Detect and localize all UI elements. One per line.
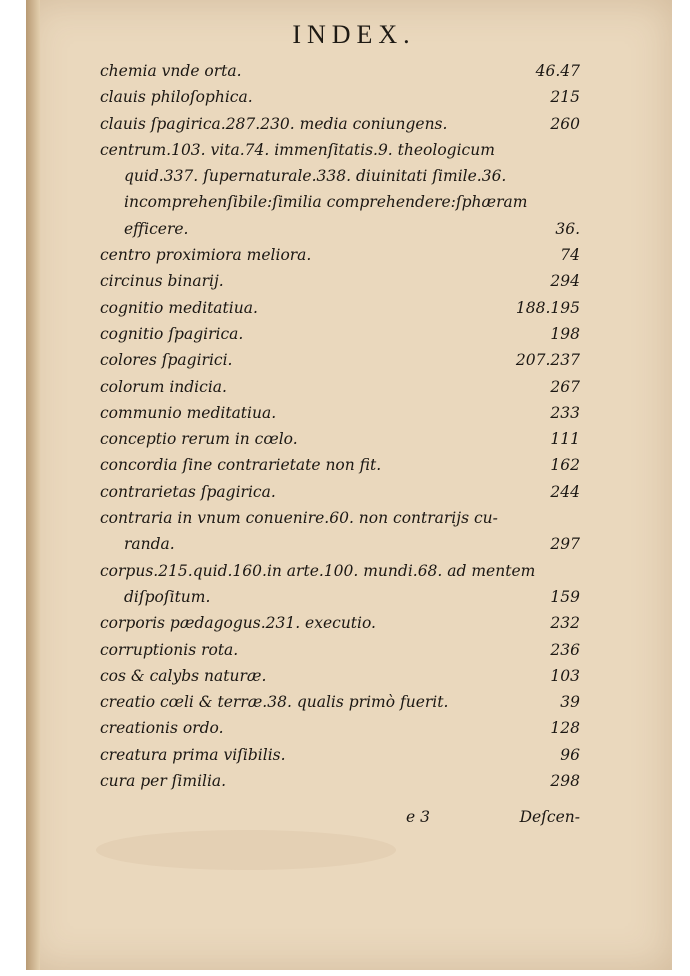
page-binding-shadow (26, 0, 40, 970)
index-entry (100, 586, 580, 612)
entry-page: 267 (550, 377, 580, 396)
entry-text: creatio cœli & terræ.38. qualis primò fuerit. (100, 693, 449, 712)
entry-text: colores ſpagirici. (100, 351, 233, 370)
index-entry (100, 349, 580, 375)
entry-page: 96 (560, 745, 580, 764)
entry-text: cognitio ſpagirica. (100, 324, 244, 343)
signature-mark: e 3 (406, 808, 430, 826)
entry-page: 232 (550, 614, 580, 633)
index-entry (100, 665, 580, 691)
entry-page: 236 (550, 640, 580, 659)
entry-page: 46.47 (535, 62, 580, 80)
index-entries (100, 60, 580, 796)
index-entry (100, 165, 580, 191)
entry-page: 74 (560, 246, 580, 265)
index-entry (100, 612, 580, 638)
entry-text: colorum indicia. (100, 377, 227, 396)
entry-page: 233 (550, 403, 580, 422)
entry-text: corpus.215.quid.160.in arte.100. mundi.68. ad mentem (100, 561, 536, 580)
entry-text: communio meditatiua. (100, 403, 277, 422)
index-entry (100, 481, 580, 507)
index-entry (100, 428, 580, 454)
entry-text: diſpoſitum. (124, 587, 211, 606)
index-entry (100, 60, 580, 86)
entry-page: 207.237 (515, 351, 580, 370)
index-entry (100, 244, 580, 270)
entry-text: contraria in vnum conuenire.60. non contrarijs cu- (100, 509, 498, 528)
entry-page: 297 (550, 535, 580, 554)
index-entry (100, 533, 580, 559)
index-entry (100, 560, 580, 586)
index-entry (100, 376, 580, 402)
index-entry (100, 744, 580, 770)
paper-stain (96, 830, 396, 870)
entry-page: 188.195 (515, 298, 580, 317)
entry-text: corporis pædagogus.231. executio. (100, 614, 376, 633)
entry-text: contrarietas ſpagirica. (100, 482, 276, 501)
entry-page: 244 (550, 482, 580, 501)
entry-text: corruptionis rota. (100, 640, 239, 659)
index-entry (100, 323, 580, 349)
entry-page: 294 (550, 272, 580, 291)
index-entry (100, 639, 580, 665)
index-entry (100, 113, 580, 139)
entry-text: cognitio meditatiua. (100, 298, 258, 317)
entry-text: creatura prima viſibilis. (100, 745, 286, 764)
entry-page: 260 (550, 114, 580, 133)
entry-page: 298 (550, 772, 580, 791)
entry-text: clauis ſpagirica.287.230. media coniungens. (100, 114, 448, 133)
index-entry (100, 297, 580, 323)
index-entry (100, 191, 580, 217)
index-entry (100, 218, 580, 244)
entry-page: 198 (550, 324, 580, 343)
entry-page: 128 (550, 719, 580, 738)
entry-text: creationis ordo. (100, 719, 224, 738)
entry-text: efficere. (124, 219, 189, 238)
entry-page: 103 (550, 666, 580, 685)
entry-text: quid.337. ſupernaturale.338. diuinitati ſimile.36. (124, 167, 507, 186)
entry-text: chemia vnde orta. (100, 62, 242, 80)
index-entry (100, 770, 580, 796)
entry-page: 162 (550, 456, 580, 475)
page-header: INDEX. (292, 20, 416, 49)
catchline (396, 808, 580, 832)
index-entry (100, 270, 580, 296)
index-entry (100, 691, 580, 717)
entry-text: clauis philoſophica. (100, 88, 253, 107)
entry-page: 159 (550, 587, 580, 606)
entry-page: 215 (550, 88, 580, 107)
index-entry (100, 86, 580, 112)
entry-text: conceptio rerum in cœlo. (100, 430, 298, 449)
index-entry (100, 507, 580, 533)
entry-text: concordia ſine contrarietate non fit. (100, 456, 382, 475)
entry-text: centro proximiora meliora. (100, 246, 312, 265)
index-entry (100, 402, 580, 428)
catchword: Deſcen- (519, 808, 580, 826)
entry-text: randa. (124, 535, 175, 554)
entry-page: 36. (555, 219, 580, 238)
entry-text: circinus binarij. (100, 272, 224, 291)
book-page (26, 0, 672, 970)
entry-text: centrum.103. vita.74. immenſitatis.9. theologicum (100, 140, 495, 159)
entry-text: cos & calybs naturæ. (100, 666, 267, 685)
entry-page: 111 (550, 430, 580, 449)
entry-text: incomprehenſibile:ſimilia comprehendere:ſphæram (124, 193, 528, 212)
index-entry (100, 717, 580, 743)
index-entry (100, 454, 580, 480)
entry-text: cura per ſimilia. (100, 772, 227, 791)
index-entry (100, 139, 580, 165)
entry-page: 39 (560, 693, 580, 712)
